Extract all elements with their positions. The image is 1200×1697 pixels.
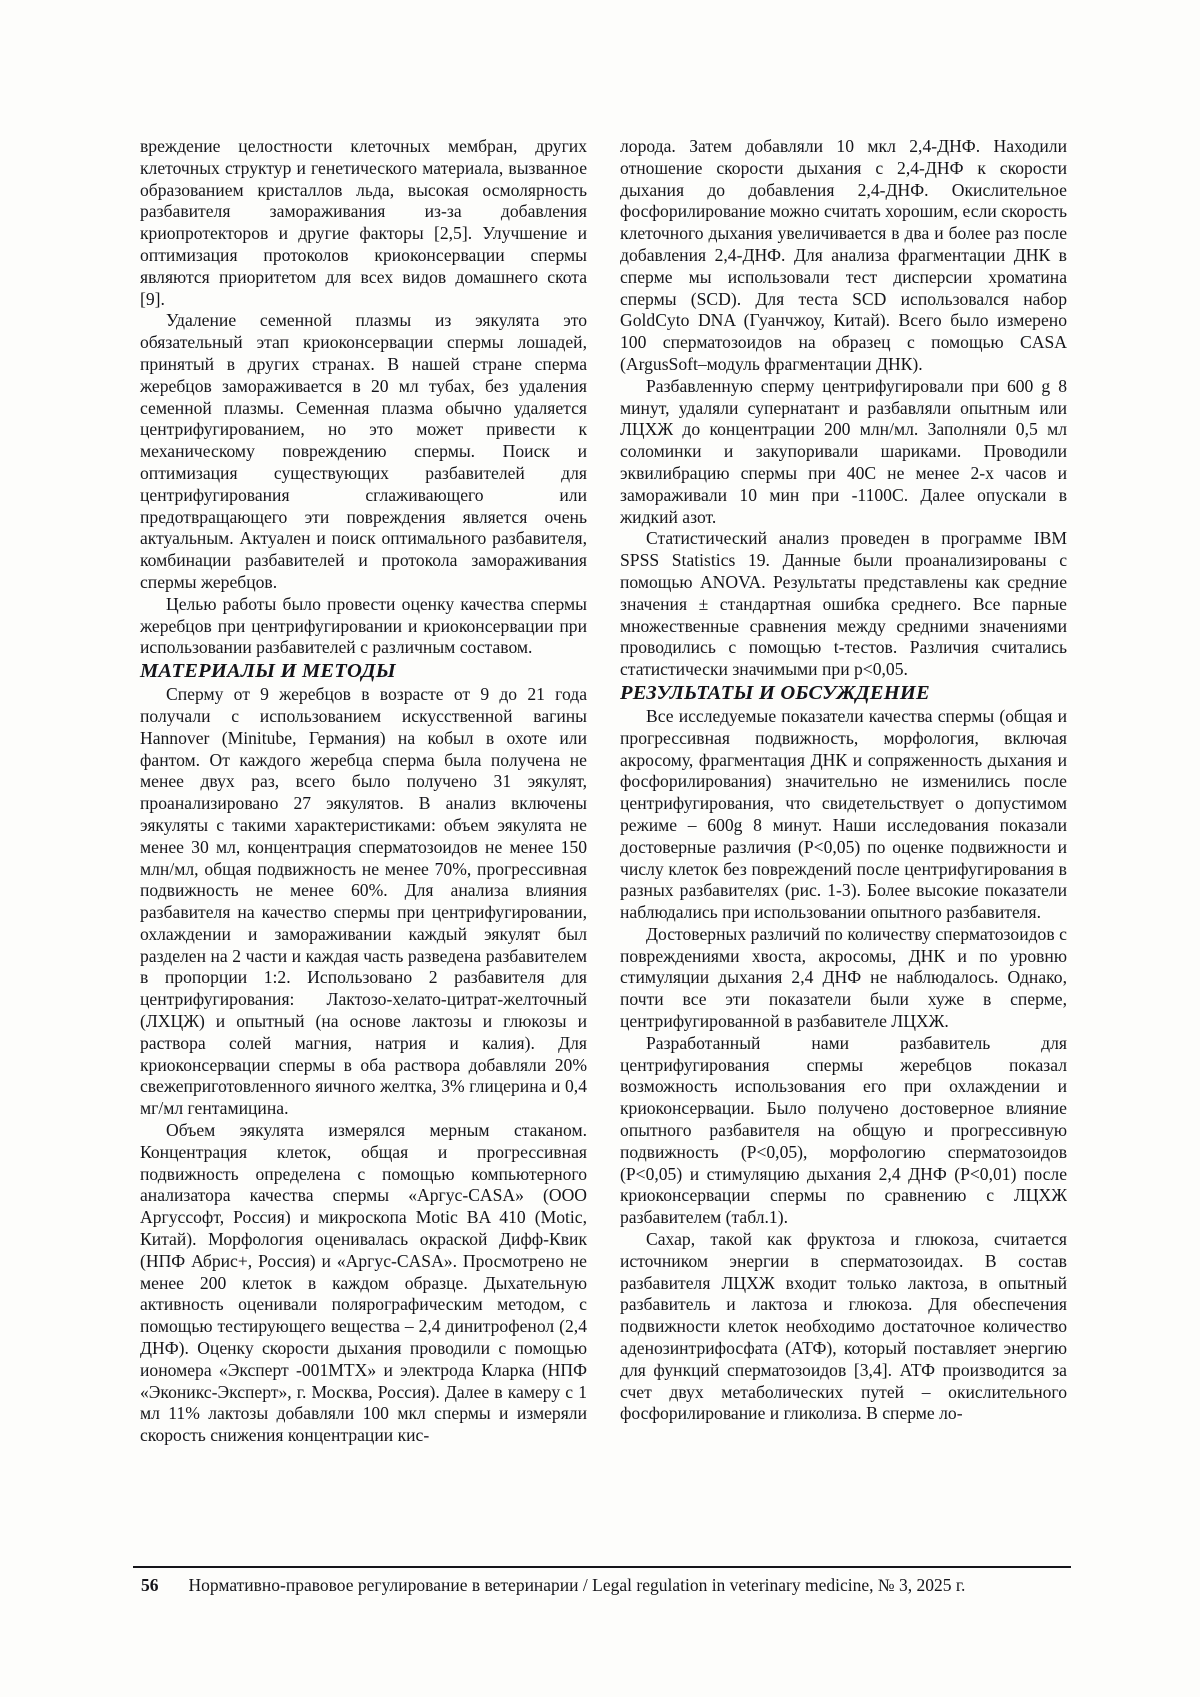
body-paragraph: лорода. Затем добавляли 10 мкл 2,4-ДНФ. Находили отношение скорости дыхания с 2,4-ДНФ к скорости дыхания до добавления 2,4-ДНФ. Окислительное фосфорилирование можно считать хорошим, если скорость клеточного дыхания увеличивается в два и более раз после добавления 2,4-ДНФ. Для анализа фрагментации ДНК в сперме мы использовали тест дисперсии хроматина спермы (SCD). Для теста SCD использовался набор GoldCyto DNA (Гуанчжоу, Китай). Всего было измерено 100 сперматозоидов на образец с помощью CASA (ArgusSoft–модуль фрагментации ДНК). [620,136,1067,374]
section-heading: МАТЕРИАЛЫ И МЕТОДЫ [140,660,396,683]
body-paragraph: Статистический анализ проведен в программе IBM SPSS Statistics 19. Данные были проанализированы с помощью ANOVA. Результаты представлены как средние значения ± стандартная ошибка среднего. Все парные множественные сравнения между средними значениями проводились с помощью t-тестов. Различия считались статистически значимыми при р<0,05. [620,528,1067,680]
body-paragraph: Сперму от 9 жеребцов в возрасте от 9 до 21 года получали с использованием искусственной вагины Hannover (Minitube, Германия) на кобыл в охоте или фантом. От каждого жеребца сперма была получена не менее двух раз, всего было получено 31 эякулят, проанализировано 27 эякулятов. В анализ включены эякуляты с такими характеристиками: объем эякулята не менее 30 мл, концентрация сперматозоидов не менее 150 млн/мл, общая подвижность не менее 70%, прогрессивная подвижность не менее 60%. Для анализа влияния разбавителя на качество спермы при центрифугировании, охлаждении и замораживании каждый эякулят был разделен на 2 части и каждая часть разведена разбавителем в пропорции 1:2. Использовано 2 разбавителя для центрифугирования: Лактозо-хелато-цитрат-желточный (ЛХЦЖ) и опытный (на основе лактозы и глюкозы и раствора солей магния, натрия и калия). Для криоконсервации спермы в оба раствора добавляли 20% свежеприготовленного яичного желтка, 3% глицерина и 0,4 мг/мл гентамицина. [140,684,587,1119]
body-paragraph: вреждение целостности клеточных мембран, других клеточных структур и генетического материала, вызванное образованием кристаллов льда, высокая осмолярность разбавителя замораживания из-за добавления криопротекторов и другие факторы [2,5]. Улучшение и оптимизация протоколов криоконсервации спермы являются приоритетом для всех видов домашнего скота [9]. [140,136,587,309]
body-paragraph: Разработанный нами разбавитель для центрифугирования спермы жеребцов показал возможность использования его при охлаждении и криоконсервации. Было получено достоверное влияние опытного разбавителя на общую и прогрессивную подвижность (Р<0,05), морфологию сперматозоидов (Р<0,05) и стимуляцию дыхания 2,4 ДНФ (Р<0,01) после криоконсервации спермы по сравнению с ЛЦХЖ разбавителем (табл.1). [620,1032,1067,1228]
body-paragraph: Разбавленную сперму центрифугировали при 600 g 8 минут, удаляли супернатант и разбавляли опытным или ЛЦХЖ до концентрации 200 млн/мл. Заполняли 0,5 мл соломинки и закупоривали шариками. Проводили эквилибрацию спермы при 40С не менее 2-х часов и замораживали 10 мин при -1100С. Далее опускали в жидкий азот. [620,375,1067,527]
right-column [620,136,1067,1447]
body-paragraph: Сахар, такой как фруктоза и глюкоза, считается источником энергии в сперматозоидах. В состав разбавителя ЛЦХЖ входит только лактоза, в опытный разбавитель и лактоза и глюкоза. Для обеспечения подвижности клеток необходимо достаточное количество аденозинтрифосфата (АТФ), который поставляет энергию для функций сперматозоидов [3,4]. АТФ производится за счет двух метаболических путей – окислительного фосфорилирование и гликолиза. В сперме ло- [620,1229,1067,1424]
page-footer [133,1566,1071,1596]
body-paragraph: Целью работы было провести оценку качества спермы жеребцов при центрифугировании и криоконсервации при использовании разбавителей с различным составом. [140,593,587,658]
body-paragraph: Достоверных различий по количеству сперматозоидов с повреждениями хвоста, акросомы, ДНК и по уровню стимуляции дыхания 2,4 ДНФ не наблюдалось. Однако, почти все эти показатели были хуже в сперме, центрифугированной в разбавителе ЛЦХЖ. [620,923,1067,1032]
section-heading: РЕЗУЛЬТАТЫ И ОБСУЖДЕНИЕ [620,681,930,704]
journal-title: Нормативно-правовое регулирование в ветеринарии / Legal regulation in veterinary medicine, № 3, 2025 г. [188,1575,966,1595]
article-body [140,136,1067,1447]
left-column [140,136,587,1447]
page-number: 56 [141,1575,159,1595]
body-paragraph: Объем эякулята измерялся мерным стаканом. Концентрация клеток, общая и прогрессивная подвижность определена с помощью компьютерного анализатора качества спермы «Аргус-CASA» (ООО Аргуссофт, Россия) и микроскопа Motic BA 410 (Motic, Китай). Морфология оценивалась окраской Дифф-Квик (НПФ Абрис+, Россия) и «Аргус-CASA». Просмотрено не менее 200 клеток в каждом образце. Дыхательную активность оценивали полярографическим методом, с помощью тестирующего вещества – 2,4 динитрофенол (2,4 ДНФ). Оценку скорости дыхания проводили с помощью иономера «Эксперт -001МТХ» и электрода Кларка (НПФ «Эконикс-Эксперт», г. Москва, Россия). Далее в камеру с 1 мл 11% лактозы добавляли 100 мкл спермы и измеряли скорость снижения концентрации кис- [140,1120,587,1446]
body-paragraph: Удаление семенной плазмы из эякулята это обязательный этап криоконсервации спермы лошадей, принятый в других странах. В нашей стране сперма жеребцов замораживается в 20 мл тубах, без удаления семенной плазмы. Семенная плазма обычно удаляется центрифугированием, но это может привести к механическому повреждению спермы. Поиск и оптимизация существующих разбавителей для центрифугирования сглаживающего или предотвращающего эти повреждения является очень актуальным. Актуален и поиск оптимального разбавителя, комбинации разбавителей и протокола замораживания спермы жеребцов. [140,310,587,592]
body-paragraph: Все исследуемые показатели качества спермы (общая и прогрессивная подвижность, морфология, включая акросому, фрагментация ДНК и сопряженность дыхания и фосфорилирования) значительно не изменились после центрифугирования, что свидетельствует о допустимом режиме – 600g 8 минут. Наши исследования показали достоверные различия (Р<0,05) по оценке подвижности и числу клеток без повреждений после центрифугирования в разных разбавителях (рис. 1-3). Более высокие показатели наблюдались при использовании опытного разбавителя. [620,705,1067,923]
